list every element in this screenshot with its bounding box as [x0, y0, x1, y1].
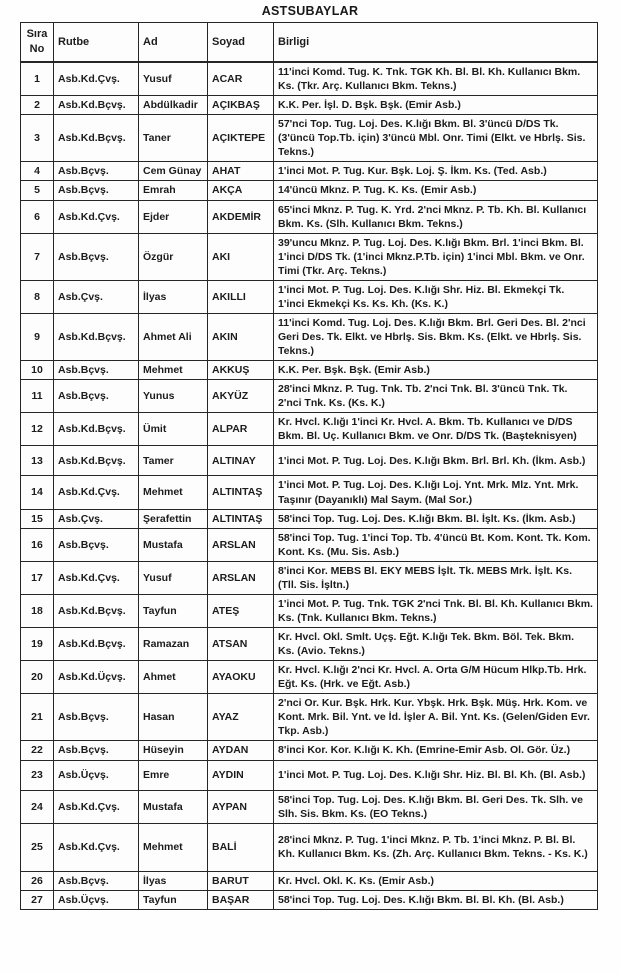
table-row	[21, 528, 598, 561]
row-sira-no: 13	[21, 446, 54, 476]
table-row	[21, 871, 598, 890]
table-row	[21, 741, 598, 760]
row-birligi: 1'inci Mot. P. Tug. Loj. Des. K.lığı Shr. Hiz. Bl. Bl. Kh. (Bl. Asb.)	[274, 760, 598, 790]
table-row	[21, 115, 598, 162]
row-sira-no: 2	[21, 96, 54, 115]
row-ad: Cem Günay	[139, 162, 208, 181]
row-birligi: K.K. Per. İşl. D. Bşk. Bşk. (Emir Asb.)	[274, 96, 598, 115]
row-ad: Tayfun	[139, 890, 208, 909]
row-rutbe: Asb.Bçvş.	[54, 162, 139, 181]
row-sira-no: 4	[21, 162, 54, 181]
row-soyad: AKYÜZ	[208, 380, 274, 413]
table-row	[21, 413, 598, 446]
row-birligi: Kr. Hvcl. K.lığı 1'inci Kr. Hvcl. A. Bkm. Tb. Kullanıcı ve D/DS Bkm. Bl. Uç. Kullanıcı Bkm. ve Onr. D/DS Tk. (Başteknisyen)	[274, 413, 598, 446]
row-ad: Taner	[139, 115, 208, 162]
row-birligi: 58'inci Top. Tug. Loj. Des. K.lığı Bkm. Bl. Bl. Kh. (Bl. Asb.)	[274, 890, 598, 909]
row-birligi: 58'inci Top. Tug. 1'inci Top. Tb. 4'üncü Bt. Kom. Kont. Tk. Kom. Kont. Ks. (Mu. Sis. Asb.)	[274, 528, 598, 561]
row-birligi: Kr. Hvcl. Okl. K. Ks. (Emir Asb.)	[274, 871, 598, 890]
row-rutbe: Asb.Kd.Üçvş.	[54, 661, 139, 694]
row-sira-no: 27	[21, 890, 54, 909]
row-soyad: ATEŞ	[208, 594, 274, 627]
row-birligi: K.K. Per. Bşk. Bşk. (Emir Asb.)	[274, 361, 598, 380]
table-row	[21, 361, 598, 380]
row-rutbe: Asb.Kd.Bçvş.	[54, 115, 139, 162]
row-soyad: ATSAN	[208, 628, 274, 661]
row-sira-no: 12	[21, 413, 54, 446]
row-soyad: ALTINTAŞ	[208, 509, 274, 528]
row-rutbe: Asb.Bçvş.	[54, 181, 139, 200]
row-soyad: BARUT	[208, 871, 274, 890]
row-birligi: 28'inci Mknz. P. Tug. 1'inci Mknz. P. Tb. 1'inci Mknz. P. Bl. Bl. Kh. Kullanıcı Bkm. Ks. (Zh. Arç. Kullanıcı Bkm. Tekns. - Ks. K.)	[274, 823, 598, 871]
header-birligi: Birligi	[274, 23, 598, 63]
table-row	[21, 181, 598, 200]
row-birligi: 58'inci Top. Tug. Loj. Des. K.lığı Bkm. Bl. İşlt. Ks. (İkm. Asb.)	[274, 509, 598, 528]
row-birligi: 1'inci Mot. P. Tug. Loj. Des. K.lığı Bkm. Brl. Brl. Kh. (İkm. Asb.)	[274, 446, 598, 476]
table-row	[21, 280, 598, 313]
row-sira-no: 11	[21, 380, 54, 413]
row-sira-no: 6	[21, 200, 54, 233]
row-ad: Ramazan	[139, 628, 208, 661]
row-birligi: Kr. Hvcl. Okl. Smlt. Uçş. Eğt. K.lığı Tek. Bkm. Böl. Tek. Bkm. Ks. (Avio. Tekns.)	[274, 628, 598, 661]
row-soyad: AÇIKBAŞ	[208, 96, 274, 115]
row-rutbe: Asb.Kd.Bçvş.	[54, 628, 139, 661]
row-soyad: BAŞAR	[208, 890, 274, 909]
row-birligi: 8'inci Kor. Kor. K.lığı K. Kh. (Emrine-Emir Asb. Ol. Gör. Üz.)	[274, 741, 598, 760]
row-sira-no: 19	[21, 628, 54, 661]
row-sira-no: 18	[21, 594, 54, 627]
row-rutbe: Asb.Bçvş.	[54, 380, 139, 413]
page-title: ASTSUBAYLAR	[261, 4, 359, 18]
row-soyad: AKI	[208, 233, 274, 280]
row-soyad: AYDAN	[208, 741, 274, 760]
row-ad: Tamer	[139, 446, 208, 476]
table-row	[21, 790, 598, 823]
row-birligi: 11'inci Komd. Tug. K. Tnk. TGK Kh. Bl. Bl. Kh. Kullanıcı Bkm. Ks. (Tkr. Arç. Kullanıcı Bkm. Tekns.)	[274, 62, 598, 96]
row-rutbe: Asb.Kd.Çvş.	[54, 476, 139, 509]
row-soyad: AKDEMİR	[208, 200, 274, 233]
row-sira-no: 15	[21, 509, 54, 528]
table-row	[21, 509, 598, 528]
row-soyad: ARSLAN	[208, 528, 274, 561]
row-ad: Mustafa	[139, 790, 208, 823]
table-row	[21, 62, 598, 96]
header-ad: Ad	[139, 23, 208, 63]
row-sira-no: 5	[21, 181, 54, 200]
row-sira-no: 9	[21, 313, 54, 360]
row-ad: Mehmet	[139, 823, 208, 871]
row-rutbe: Asb.Bçvş.	[54, 871, 139, 890]
row-sira-no: 10	[21, 361, 54, 380]
row-rutbe: Asb.Kd.Çvş.	[54, 200, 139, 233]
row-ad: Mehmet	[139, 476, 208, 509]
table-row	[21, 200, 598, 233]
row-rutbe: Asb.Kd.Bçvş.	[54, 96, 139, 115]
row-ad: İlyas	[139, 871, 208, 890]
row-sira-no: 3	[21, 115, 54, 162]
row-ad: Yunus	[139, 380, 208, 413]
row-birligi: 65'inci Mknz. P. Tug. K. Yrd. 2'nci Mknz. P. Tb. Kh. Bl. Kullanıcı Bkm. Ks. (Slh. Kullanıcı Bkm. Tekns.)	[274, 200, 598, 233]
row-sira-no: 14	[21, 476, 54, 509]
row-birligi: 11'inci Komd. Tug. Loj. Des. K.lığı Bkm. Brl. Geri Des. Bl. 2'nci Geri Des. Tk. Elkt. ve Hbrlş. Sis. Bkm. Ks. (Elkt. ve Hbrlş. Sis. Tekns.)	[274, 313, 598, 360]
row-sira-no: 16	[21, 528, 54, 561]
table-row	[21, 760, 598, 790]
row-sira-no: 25	[21, 823, 54, 871]
table-row	[21, 162, 598, 181]
table-row	[21, 380, 598, 413]
row-ad: Hasan	[139, 694, 208, 741]
row-rutbe: Asb.Bçvş.	[54, 528, 139, 561]
row-sira-no: 17	[21, 561, 54, 594]
row-sira-no: 21	[21, 694, 54, 741]
row-soyad: ARSLAN	[208, 561, 274, 594]
row-soyad: AKÇA	[208, 181, 274, 200]
row-soyad: ALTINAY	[208, 446, 274, 476]
row-soyad: ALPAR	[208, 413, 274, 446]
row-rutbe: Asb.Kd.Bçvş.	[54, 594, 139, 627]
row-rutbe: Asb.Kd.Bçvş.	[54, 313, 139, 360]
row-soyad: BALİ	[208, 823, 274, 871]
row-soyad: AKILLI	[208, 280, 274, 313]
row-rutbe: Asb.Kd.Çvş.	[54, 790, 139, 823]
table-row	[21, 476, 598, 509]
row-ad: Abdülkadir	[139, 96, 208, 115]
table-row	[21, 890, 598, 909]
header-soyad: Soyad	[208, 23, 274, 63]
row-ad: Yusuf	[139, 561, 208, 594]
row-sira-no: 7	[21, 233, 54, 280]
row-rutbe: Asb.Kd.Bçvş.	[54, 446, 139, 476]
row-rutbe: Asb.Kd.Bçvş.	[54, 413, 139, 446]
header-row	[21, 23, 598, 63]
row-rutbe: Asb.Bçvş.	[54, 741, 139, 760]
row-birligi: 1'inci Mot. P. Tug. Loj. Des. K.lığı Shr. Hiz. Bl. Ekmekçi Tk. 1'inci Ekmekçi Ks. Ks. Kh. (Ks. K.)	[274, 280, 598, 313]
row-soyad: AKIN	[208, 313, 274, 360]
row-ad: Tayfun	[139, 594, 208, 627]
row-rutbe: Asb.Çvş.	[54, 509, 139, 528]
row-soyad: AÇIKTEPE	[208, 115, 274, 162]
row-birligi: 8'inci Kor. MEBS Bl. EKY MEBS İşlt. Tk. MEBS Mrk. İşlt. Ks. (Tll. Sis. İşltn.)	[274, 561, 598, 594]
row-birligi: 58'inci Top. Tug. Loj. Des. K.lığı Bkm. Bl. Geri Des. Tk. Slh. ve Slh. Sis. Bkm. Ks. (EO Tekns.)	[274, 790, 598, 823]
row-ad: Emre	[139, 760, 208, 790]
header-sira-no: Sıra No	[21, 23, 54, 63]
row-ad: Şerafettin	[139, 509, 208, 528]
table-row	[21, 561, 598, 594]
row-ad: Emrah	[139, 181, 208, 200]
row-birligi: 39'uncu Mknz. P. Tug. Loj. Des. K.lığı Bkm. Brl. 1'inci Bkm. Bl. 1'inci D/DS Tk. (1'inci Mknz.P.Tb. için) 1'inci Mbl. Bkm. ve Onr. Timi (Tkr. Arç. Tekns.)	[274, 233, 598, 280]
row-sira-no: 22	[21, 741, 54, 760]
row-ad: Ejder	[139, 200, 208, 233]
row-soyad: AYAZ	[208, 694, 274, 741]
row-sira-no: 8	[21, 280, 54, 313]
table-row	[21, 594, 598, 627]
table-row	[21, 446, 598, 476]
row-soyad: AHAT	[208, 162, 274, 181]
row-ad: Mehmet	[139, 361, 208, 380]
row-rutbe: Asb.Çvş.	[54, 280, 139, 313]
row-rutbe: Asb.Kd.Çvş.	[54, 823, 139, 871]
table-row	[21, 313, 598, 360]
row-rutbe: Asb.Bçvş.	[54, 361, 139, 380]
row-birligi: 57'nci Top. Tug. Loj. Des. K.lığı Bkm. Bl. 3'üncü D/DS Tk. (3'üncü Top.Tb. için) 3'üncü Mbl. Onr. Timi (Elkt. ve Hbrlş. Sis. Tekns.)	[274, 115, 598, 162]
row-soyad: AYDIN	[208, 760, 274, 790]
table-row	[21, 694, 598, 741]
row-soyad: ALTINTAŞ	[208, 476, 274, 509]
table-row	[21, 661, 598, 694]
row-birligi: 2'nci Or. Kur. Bşk. Hrk. Kur. Ybşk. Hrk. Bşk. Müş. Hrk. Kom. ve Kont. Mrk. Bil. Ynt. ve İd. İşler A. Bil. Ynt. Ks. (Gelen/Giden Evr. Tkp. Asb.)	[274, 694, 598, 741]
row-ad: Özgür	[139, 233, 208, 280]
row-birligi: 1'inci Mot. P. Tug. Kur. Bşk. Loj. Ş. İkm. Ks. (Ted. Asb.)	[274, 162, 598, 181]
row-birligi: 14'üncü Mknz. P. Tug. K. Ks. (Emir Asb.)	[274, 181, 598, 200]
row-rutbe: Asb.Üçvş.	[54, 890, 139, 909]
row-soyad: AYPAN	[208, 790, 274, 823]
row-ad: Ahmet Ali	[139, 313, 208, 360]
table-row	[21, 233, 598, 280]
row-ad: Ahmet	[139, 661, 208, 694]
header-rutbe: Rutbe	[54, 23, 139, 63]
row-sira-no: 20	[21, 661, 54, 694]
row-ad: Mustafa	[139, 528, 208, 561]
row-ad: İlyas	[139, 280, 208, 313]
row-soyad: AYAOKU	[208, 661, 274, 694]
row-ad: Ümit	[139, 413, 208, 446]
row-sira-no: 26	[21, 871, 54, 890]
astsubaylar-table	[20, 22, 598, 910]
row-rutbe: Asb.Kd.Çvş.	[54, 62, 139, 96]
row-sira-no: 1	[21, 62, 54, 96]
row-birligi: Kr. Hvcl. K.lığı 2'nci Kr. Hvcl. A. Orta G/M Hücum Hlkp.Tb. Hrk. Eğt. Ks. (Hrk. ve Eğt. Asb.)	[274, 661, 598, 694]
table-row	[21, 823, 598, 871]
row-sira-no: 23	[21, 760, 54, 790]
row-ad: Hüseyin	[139, 741, 208, 760]
row-rutbe: Asb.Kd.Çvş.	[54, 561, 139, 594]
row-ad: Yusuf	[139, 62, 208, 96]
table-row	[21, 96, 598, 115]
row-soyad: AKKUŞ	[208, 361, 274, 380]
row-birligi: 28'inci Mknz. P. Tug. Tnk. Tb. 2'nci Tnk. Bl. 3'üncü Tnk. Tk. 2'nci Tnk. Ks. (Ks. K.)	[274, 380, 598, 413]
row-rutbe: Asb.Üçvş.	[54, 760, 139, 790]
row-birligi: 1'inci Mot. P. Tug. Loj. Des. K.lığı Loj. Ynt. Mrk. Mlz. Ynt. Mrk. Taşınır (Dayanıklı) Mal Saym. (Mal Sor.)	[274, 476, 598, 509]
row-sira-no: 24	[21, 790, 54, 823]
row-soyad: ACAR	[208, 62, 274, 96]
row-rutbe: Asb.Bçvş.	[54, 233, 139, 280]
table-row	[21, 628, 598, 661]
row-birligi: 1'inci Mot. P. Tug. Tnk. TGK 2'nci Tnk. Bl. Bl. Kh. Kullanıcı Bkm. Ks. (Tnk. Kullanıcı Bkm. Tekns.)	[274, 594, 598, 627]
row-rutbe: Asb.Bçvş.	[54, 694, 139, 741]
